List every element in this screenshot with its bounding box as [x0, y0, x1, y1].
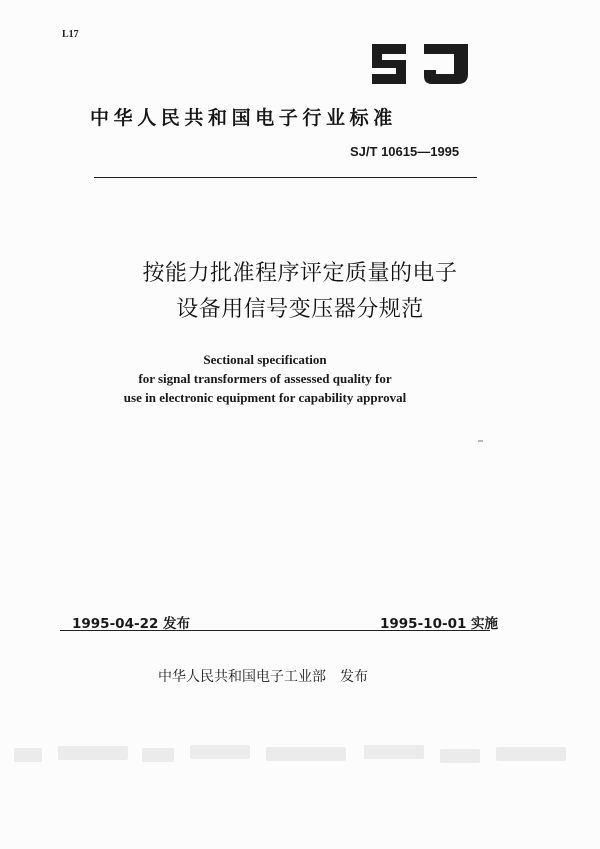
classification-code: L17: [62, 29, 79, 40]
bleed-through-artifacts: [14, 742, 590, 772]
footer-divider: [60, 630, 490, 631]
issue-date: 1995-04-22 发布: [72, 616, 191, 632]
publisher: [158, 666, 368, 686]
title-chinese: [0, 256, 600, 328]
header-divider: [94, 177, 477, 178]
title-english: [0, 350, 530, 407]
title-english-line-2: for signal transformers of assessed quality for: [138, 371, 392, 386]
scan-speck: [478, 440, 483, 442]
industry-standard-heading: 中华人民共和国电子行业标准: [90, 107, 397, 129]
title-english-line-3: use in electronic equipment for capability approval: [123, 390, 407, 405]
title-english-line-1: Sectional specification: [203, 352, 327, 367]
publisher-name: 中华人民共和国电子工业部: [158, 669, 326, 685]
implementation-date: 1995-10-01 实施: [380, 616, 499, 632]
sj-logo: [366, 38, 472, 90]
title-chinese-line-1: 按能力批准程序评定质量的电子: [142, 261, 458, 286]
standard-number: SJ/T 10615—1995: [350, 144, 460, 159]
publisher-action: 发布: [340, 669, 368, 685]
title-chinese-line-2: 设备用信号变压器分规范: [176, 297, 424, 322]
